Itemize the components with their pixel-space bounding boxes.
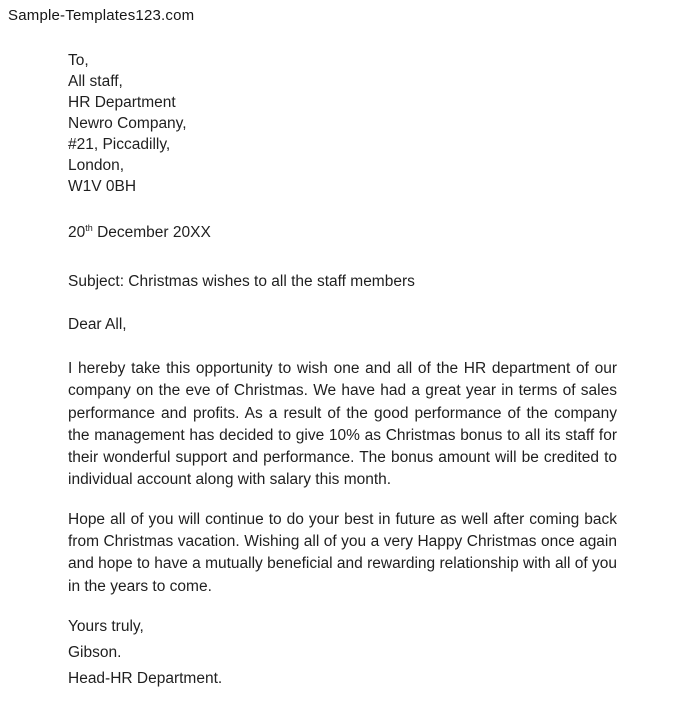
address-line-postcode: W1V 0BH bbox=[68, 178, 137, 195]
address-line-staff: All staff, bbox=[68, 73, 123, 90]
address-line-company: Newro Company, bbox=[68, 115, 187, 132]
address-line-department: HR Department bbox=[68, 94, 176, 111]
address-line-to: To, bbox=[68, 52, 89, 69]
signature-title: Head-HR Department. bbox=[68, 669, 223, 687]
salutation: Dear All, bbox=[68, 316, 127, 333]
recipient-address-block bbox=[68, 50, 617, 197]
body-paragraph-2: Hope all of you will continue to do your best in future as well after coming back from Christmas vacation. Wishing all of you a very Happy Christmas once again and hope to have a mutually beneficial and rewarding relationship with all of you in the years to come. bbox=[68, 510, 617, 595]
signature-name: Gibson. bbox=[68, 643, 122, 661]
date-day: 20 bbox=[68, 224, 86, 241]
subject-line: Subject: Christmas wishes to all the staff members bbox=[68, 273, 415, 290]
address-line-street: #21, Piccadilly, bbox=[68, 136, 171, 153]
letter-body bbox=[68, 50, 617, 690]
date-line bbox=[68, 222, 617, 243]
site-watermark: Sample-Templates123.com bbox=[8, 7, 195, 24]
closing-phrase: Yours truly, bbox=[68, 617, 144, 635]
body-paragraph-1: I hereby take this opportunity to wish one and all of the HR department of our company on the eve of Christmas. We have had a great year in terms of sales performance and profits. As a result of the good performance of the company the management has decided to give 10% as Christmas bonus to all its staff for their wonderful support and performance. The bonus amount will be credited to individual account along with salary this month. bbox=[68, 360, 617, 489]
address-line-city: London, bbox=[68, 157, 125, 174]
date-rest: December 20XX bbox=[92, 224, 211, 241]
date-ordinal: th bbox=[85, 222, 93, 233]
